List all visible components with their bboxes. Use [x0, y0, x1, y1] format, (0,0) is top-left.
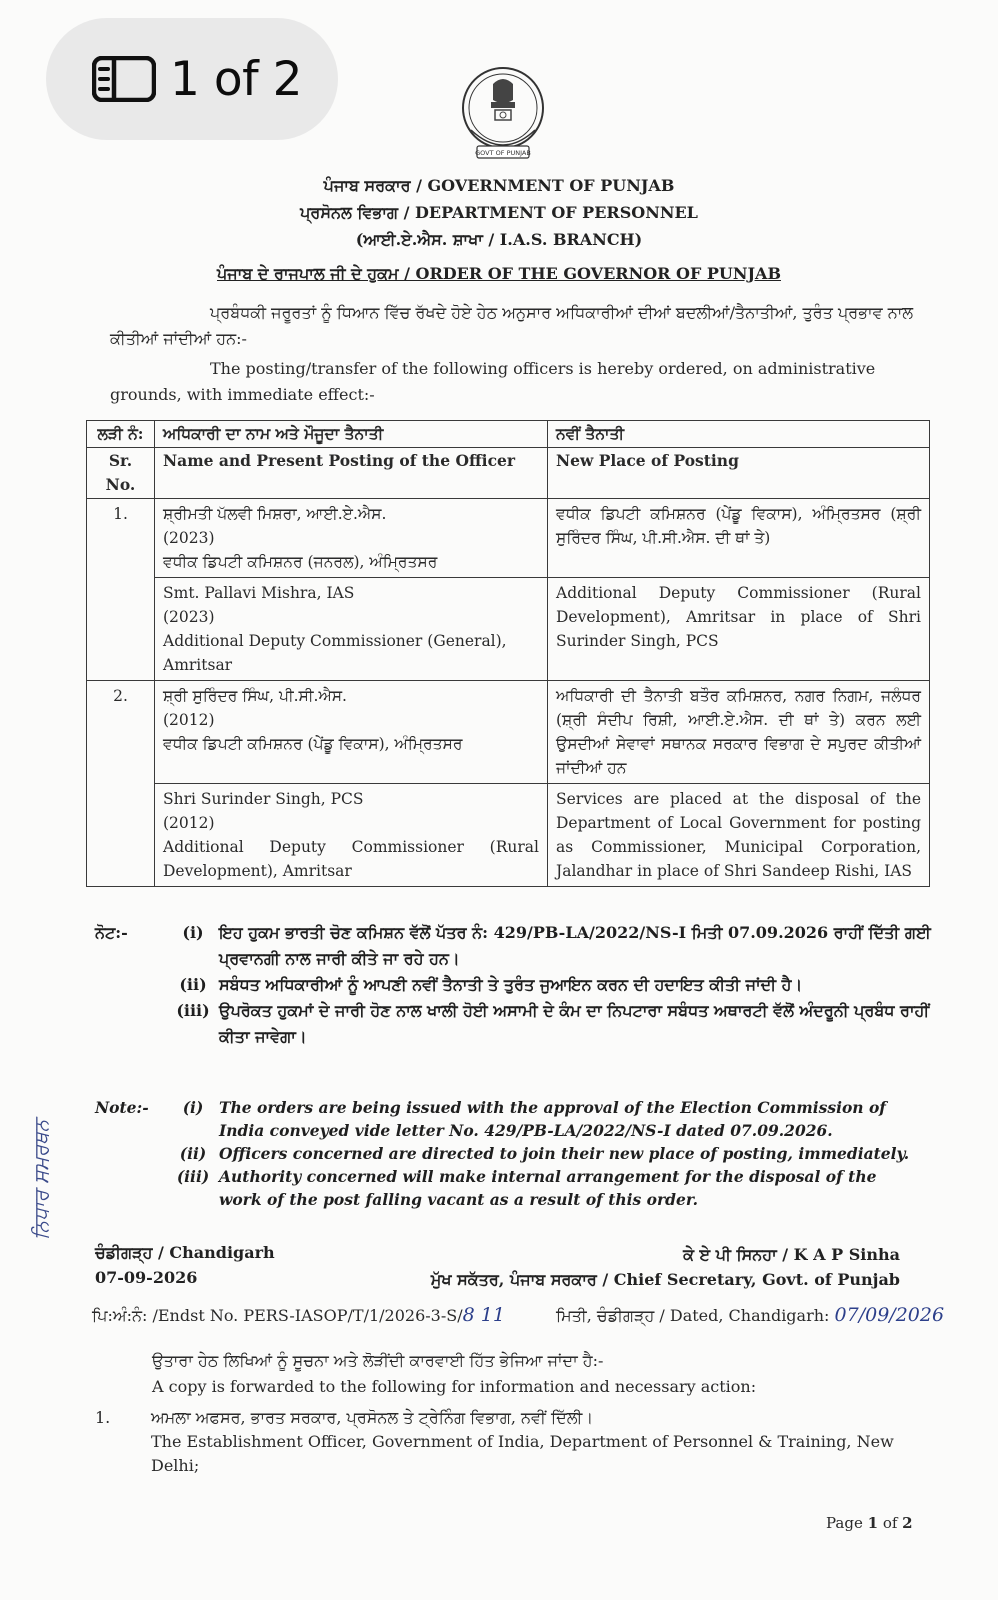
table-header-row-pa — [87, 421, 930, 448]
order-date: 07-09-2026 — [95, 1268, 198, 1287]
table-row — [87, 784, 930, 887]
handwritten-date: 07/09/2026 — [834, 1304, 945, 1326]
list-item: 1. ਅਮਲਾ ਅਫਸਰ, ਭਾਰਤ ਸਰਕਾਰ, ਪ੍ਰਸੋਨਲ ਤੇ ਟ੍ਰੇਨਿੰਗ ਵਿਭਾਗ, ਨਵੀਂ ਦਿੱਲੀ। The Establishment Officer, Government of India, Department of Personnel & Training, New Delhi; — [95, 1406, 915, 1478]
signatory-name: ਕੇ ਏ ਪੀ ਸਿਨਹਾ / K A P Sinha — [683, 1245, 900, 1264]
notes-label-pa: ਨੋਟ:- — [95, 923, 128, 942]
emblem-text: GOVT OF PUNJAB — [475, 149, 531, 157]
note-text: The orders are being issued with the approval of the Election Commission of India conveyed vide letter No. 429/PB-LA/2022/NS-I dated 07.09.2026. — [219, 1098, 886, 1140]
row-present-en: Shri Surinder Singh, PCS (2012) Additional Deputy Commissioner (Rural Development), Amritsar — [155, 784, 548, 887]
header-sr-en: Sr. No. — [87, 448, 155, 499]
row-new-pa: ਵਧੀਕ ਡਿਪਟੀ ਕਮਿਸ਼ਨਰ (ਪੇਂਡੂ ਵਿਕਾਸ), ਅੰਮ੍ਰਿਤਸਰ (ਸ਼੍ਰੀ ਸੁਰਿੰਦਰ ਸਿੰਘ, ਪੀ.ਸੀ.ਐਸ. ਦੀ ਥਾਂ ਤੇ) — [548, 499, 930, 578]
row-new-en: Additional Deputy Commissioner (Rural Development), Amritsar in place of Shri Surinder Singh, PCS — [548, 578, 930, 681]
page-number: Page 1 of 2 — [826, 1514, 913, 1532]
notes-label-en: Note:- — [95, 1098, 149, 1117]
government-emblem-icon — [457, 60, 549, 164]
heading-government: ਪੰਜਾਬ ਸਰਕਾਰ / GOVERNMENT OF PUNJAB — [323, 176, 675, 195]
handwritten-margin-note — [14, 1100, 64, 1250]
table-row — [87, 499, 930, 578]
svg-text:ਨਿਧਾਰ ਸਮਰਥਨ: ਨਿਧਾਰ ਸਮਰਥਨ — [29, 1119, 53, 1240]
intro-punjabi: ਪ੍ਰਬੰਧਕੀ ਜਰੂਰਤਾਂ ਨੂੰ ਧਿਆਨ ਵਿੱਚ ਰੱਖਦੇ ਹੋਏ ਹੇਠ ਅਨੁਸਾਰ ਅਧਿਕਾਰੀਆਂ ਦੀਆਂ ਬਦਲੀਆਂ/ਤੈਨਾਤੀਆਂ, ਤੁਰੰਤ ਪ੍ਰਭਾਵ ਨਾਲ ਕੀਤੀਆਂ ਜਾਂਦੀਆਂ ਹਨ:- — [110, 303, 914, 348]
recipient-punjabi: ਅਮਲਾ ਅਫਸਰ, ਭਾਰਤ ਸਰਕਾਰ, ਪ੍ਰਸੋਨਲ ਤੇ ਟ੍ਰੇਨਿੰਗ ਵਿਭਾਗ, ਨਵੀਂ ਦਿੱਲੀ। — [151, 1408, 594, 1427]
row-present-pa: ਸ਼੍ਰੀਮਤੀ ਪੱਲਵੀ ਮਿਸ਼ਰਾ, ਆਈ.ਏ.ਐਸ. (2023) ਵਧੀਕ ਡਿਪਟੀ ਕਮਿਸ਼ਨਰ (ਜਨਰਲ), ਅੰਮ੍ਰਿਤਸਰ — [155, 499, 548, 578]
posting-table — [86, 420, 930, 887]
signature-block — [400, 1242, 900, 1292]
header-new-pa: ਨਵੀਂ ਤੈਨਾਤੀ — [548, 421, 930, 448]
endorsement-number: ਪਿ:ਅੰ:ਨੰ: /Endst No. PERS-IASOP/T/1/2026-3-S/8 11 — [92, 1304, 505, 1326]
endorsement-date: ਮਿਤੀ, ਚੰਡੀਗੜ੍ਹ / Dated, Chandigarh: 07/09/2026 — [556, 1304, 945, 1326]
header-sr-pa: ਲੜੀ ਨੰ: — [87, 421, 155, 448]
note-text: Authority concerned will make internal arrangement for the disposal of the work of the post falling vacant as a result of this order. — [219, 1167, 877, 1209]
table-row — [87, 681, 930, 784]
page-indicator[interactable] — [46, 18, 338, 140]
header-new-en: New Place of Posting — [548, 448, 930, 499]
signatory-designation: ਮੁੱਖ ਸਕੱਤਰ, ਪੰਜਾਬ ਸਰਕਾਰ / Chief Secretary, Govt. of Punjab — [430, 1270, 900, 1289]
table-header-row-en — [87, 448, 930, 499]
note-text: ਉਪਰੋਕਤ ਹੁਕਮਾਂ ਦੇ ਜਾਰੀ ਹੋਣ ਨਾਲ ਖਾਲੀ ਹੋਈ ਅਸਾਮੀ ਦੇ ਕੰਮ ਦਾ ਨਿਪਟਾਰਾ ਸਬੰਧਤ ਅਥਾਰਟੀ ਵੱਲੋਂ ਅੰਦਰੂਨੀ ਪ੍ਰਬੰਧ ਰਾਹੀਂ ਕੀਤਾ ਜਾਵੇਗਾ। — [219, 1001, 930, 1046]
signature-place-date — [95, 1240, 275, 1290]
row-sr: 2. — [87, 681, 155, 887]
note-text: Officers concerned are directed to join their new place of posting, immediately. — [219, 1144, 910, 1163]
table-row — [87, 578, 930, 681]
forward-text: ਉਤਾਰਾ ਹੇਠ ਲਿਖਿਆਂ ਨੂੰ ਸੂਚਨਾ ਅਤੇ ਲੋੜੀਂਦੀ ਕਾਰਵਾਈ ਹਿੱਤ ਭੇਜਿਆ ਜਾਂਦਾ ਹੈ:- A copy is forwarded to the following for information and necessary action: — [152, 1351, 757, 1396]
row-new-pa: ਅਧਿਕਾਰੀ ਦੀ ਤੈਨਾਤੀ ਬਤੌਰ ਕਮਿਸ਼ਨਰ, ਨਗਰ ਨਿਗਮ, ਜਲੰਧਰ (ਸ਼੍ਰੀ ਸੰਦੀਪ ਰਿਸ਼ੀ, ਆਈ.ਏ.ਐਸ. ਦੀ ਥਾਂ ਤੇ) ਕਰਨ ਲਈ ਉਸਦੀਆਂ ਸੇਵਾਵਾਂ ਸਥਾਨਕ ਸਰਕਾਰ ਵਿਭਾਗ ਦੇ ਸਪੁਰਦ ਕੀਤੀਆਂ ਜਾਂਦੀਆਂ ਹਨ — [548, 681, 930, 784]
note-text: ਸਬੰਧਤ ਅਧਿਕਾਰੀਆਂ ਨੂੰ ਆਪਣੀ ਨਵੀਂ ਤੈਨਾਤੀ ਤੇ ਤੁਰੰਤ ਜੁਆਇਨ ਕਰਨ ਦੀ ਹਦਾਇਤ ਕੀਤੀ ਜਾਂਦੀ ਹੈ। — [219, 975, 803, 994]
row-new-en: Services are placed at the disposal of the Department of Local Government for posting as Commissioner, Municipal Corporation, Jalandhar in place of Shri Sandeep Rishi, IAS — [548, 784, 930, 887]
row-present-en: Smt. Pallavi Mishra, IAS (2023) Additional Deputy Commissioner (General), Amritsar — [155, 578, 548, 681]
intro-english: The posting/transfer of the following officers is hereby ordered, on administrative grounds, with immediate effect:- — [110, 359, 876, 404]
page-indicator-label: 1 of 2 — [170, 51, 302, 107]
pages-icon — [92, 56, 156, 102]
header-present-en: Name and Present Posting of the Officer — [155, 448, 548, 499]
heading-order: ਪੰਜਾਬ ਦੇ ਰਾਜਪਾਲ ਜੀ ਦੇ ਹੁਕਮ / ORDER OF THE GOVERNOR OF PUNJAB — [216, 264, 781, 283]
place: ਚੰਡੀਗੜ੍ਹ / Chandigarh — [95, 1243, 275, 1262]
heading-branch: (ਆਈ.ਏ.ਐਸ. ਸ਼ਾਖਾ / I.A.S. BRANCH) — [355, 230, 643, 249]
note-text: ਇਹ ਹੁਕਮ ਭਾਰਤੀ ਚੋਣ ਕਮਿਸ਼ਨ ਵੱਲੋਂ ਪੱਤਰ ਨੰ: 429/PB-LA/2022/NS-I ਮਿਤੀ 07.09.2026 ਰਾਹੀਂ ਦਿੱਤੀ ਗਈ ਪ੍ਰਵਾਨਗੀ ਨਾਲ ਜਾਰੀ ਕੀਤੇ ਜਾ ਰਹੇ ਹਨ। — [219, 923, 931, 968]
heading-department: ਪ੍ਰਸੋਨਲ ਵਿਭਾਗ / DEPARTMENT OF PERSONNEL — [300, 203, 698, 222]
recipient-english: The Establishment Officer, Government of India, Department of Personnel & Training, New Delhi; — [151, 1432, 894, 1475]
row-present-pa: ਸ਼੍ਰੀ ਸੁਰਿੰਦਰ ਸਿੰਘ, ਪੀ.ਸੀ.ਐਸ. (2012) ਵਧੀਕ ਡਿਪਟੀ ਕਮਿਸ਼ਨਰ (ਪੇਂਡੂ ਵਿਕਾਸ), ਅੰਮ੍ਰਿਤਸਰ — [155, 681, 548, 784]
notes-punjabi: ਨੋਟ:- (i) ਇਹ ਹੁਕਮ ਭਾਰਤੀ ਚੋਣ ਕਮਿਸ਼ਨ ਵੱਲੋਂ ਪੱਤਰ ਨੰ: 429/PB-LA/2022/NS-I ਮਿਤੀ 07.09.2026 ਰਾਹੀਂ ਦਿੱਤੀ ਗਈ ਪ੍ਰਵਾਨਗੀ ਨਾਲ ਜਾਰੀ ਕੀਤੇ ਜਾ ਰਹੇ ਹਨ। (ii) ਸਬੰਧਤ ਅਧਿਕਾਰੀਆਂ ਨੂੰ ਆਪਣੀ ਨਵੀਂ ਤੈਨਾਤੀ ਤੇ ਤੁਰੰਤ ਜੁਆਇਨ ਕਰਨ ਦੀ ਹਦਾਇਤ ਕੀਤੀ ਜਾਂਦੀ ਹੈ। (iii) ਉਪਰੋਕਤ ਹੁਕਮਾਂ ਦੇ ਜਾਰੀ ਹੋਣ ਨਾਲ ਖਾਲੀ ਹੋਈ ਅਸਾਮੀ ਦੇ ਕੰਮ ਦਾ ਨਿਪਟਾਰਾ ਸਬੰਧਤ ਅਥਾਰਟੀ ਵੱਲੋਂ ਅੰਦਰੂਨੀ ਪ੍ਰਬੰਧ ਰਾਹੀਂ ਕੀਤਾ ਜਾਵੇਗਾ। — [95, 920, 935, 1050]
handwritten-number: 8 11 — [462, 1304, 505, 1326]
row-sr: 1. — [87, 499, 155, 681]
header-present-pa: ਅਧਿਕਾਰੀ ਦਾ ਨਾਮ ਅਤੇ ਮੌਜੂਦਾ ਤੈਨਾਤੀ — [155, 421, 548, 448]
notes-english: Note:- (i) The orders are being issued with the approval of the Election Commission of India conveyed vide letter No. 429/PB-LA/2022/NS-I dated 07.09.2026. (ii) Officers concerned are directed to join their new place of posting, immediately. (iii) Authority concerned will make internal arrangement for the disposal of the work of the post falling vacant as a result of this order. — [95, 1096, 915, 1211]
